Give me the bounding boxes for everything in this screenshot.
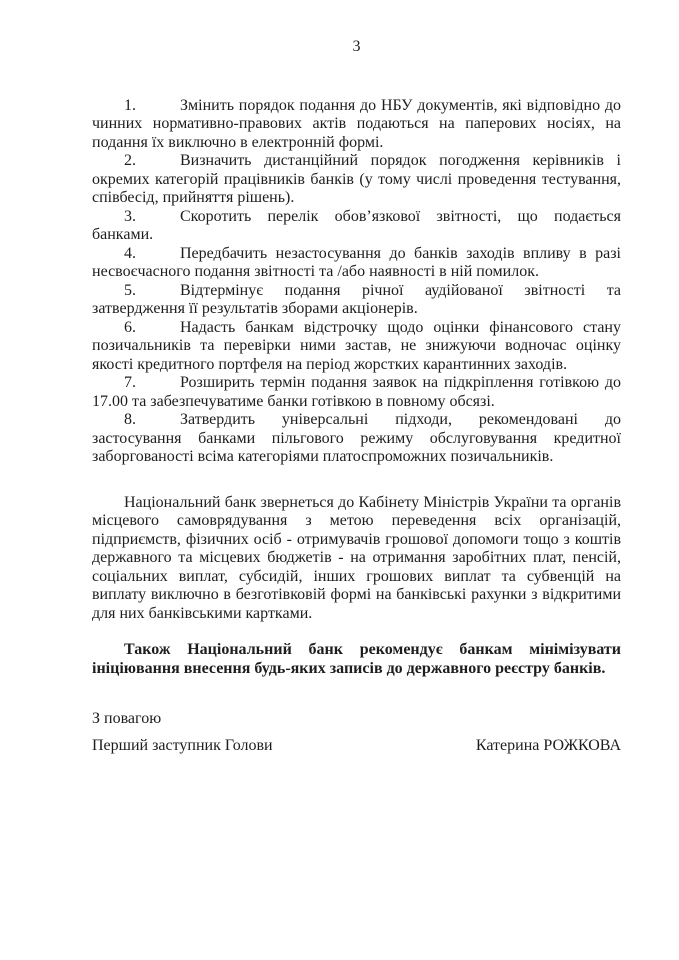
list-item-number: 8. [124,411,136,428]
list-item-text: Передбачить незастосування до банків заходів впливу в разі несвоєчасного подання звітності та /або наявності в ній помилок. [92,244,621,280]
list-item-text: Надасть банкам відстрочку щодо оцінки фінансового стану позичальників та перевірки ними застав, не знижуючи водночас оцінку якості кредитного портфеля на період жорстких карантинних заходів. [92,318,621,373]
list-item [92,245,621,282]
list-item-number: 5. [124,281,136,299]
list-item-number: 3. [124,207,136,225]
signature-row [92,737,621,756]
list-item-text: Скоротить перелік обов’язкової звітності, що подається банками. [92,207,621,243]
list-item-number: 2. [124,152,136,169]
list-item-text: Визначить дистанційний порядок погодження керівників і окремих категорій працівників банків (у тому числі проведення тестування, співбесід, прийняття рішень). [92,152,621,206]
page-number: 3 [352,38,361,55]
list-item-text: Затвердить універсальні підходи, рекомендовані до застосування банками пільгового режиму обслуговування кредитної заборгованості всіма категоріями платоспроможних позичальників. [92,411,621,465]
list-item-number: 4. [124,244,136,262]
closing-salutation: З повагою [92,710,162,727]
signatory-title: Перший заступник Голови [92,736,273,754]
signatory-name: Катерина РОЖКОВА [475,736,621,754]
list-item [92,319,621,375]
list-item-text: Розширить термін подання заявок на підкріплення готівкою до 17.00 та забезпечуватиме банки готівкою в повному обсязі. [92,374,621,410]
list-item [92,152,621,208]
recommendation-paragraph: Також Національний банк рекомендує банкам мінімізувати ініціювання внесення будь-яких записів до державного реєстру банків. [92,641,621,677]
list-item [92,374,621,411]
list-item-number: 1. [124,96,136,114]
appeal-paragraph: Національний банк звернеться до Кабінету Міністрів України та органів місцевого самоврядування з метою переведення всіх організацій, підприємств, фізичних осіб - отримувачів грошової допомоги тощо з коштів державного та місцевих бюджетів - на отримання заробітних плат, пенсій, соціальних виплат, субсидій, інших грошових виплат та субвенцій на виплату виключно в безготівковій формі на банківські рахунки з відкритими для них банківськими картками. [92,493,621,622]
list-item-number: 6. [124,318,136,336]
list-item-number: 7. [124,374,136,391]
list-item-text: Змінить порядок подання до НБУ документів, які відповідно до чинних нормативно-правових актів подаються на паперових носіях, на подання їх виключно в електронній формі. [92,96,621,151]
list-item [92,282,621,319]
list-item [92,208,621,245]
list-item-text: Відтермінує подання річної аудійованої звітності та затвердження її результатів зборами акціонерів. [92,281,621,317]
list-item [92,411,621,467]
list-item [92,97,621,153]
